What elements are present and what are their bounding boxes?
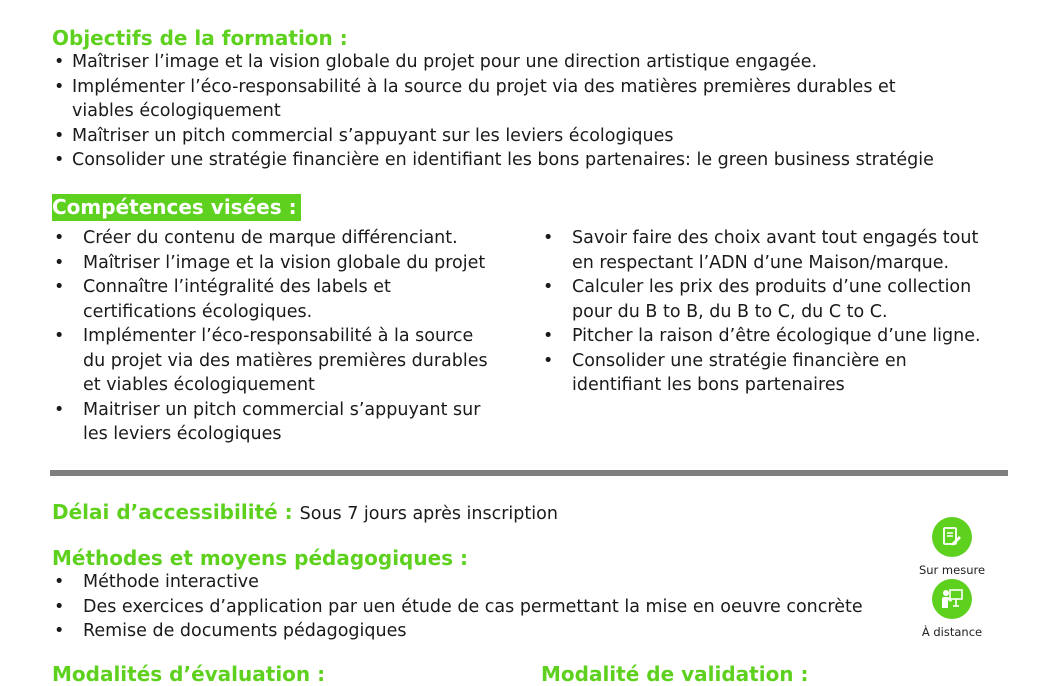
list-item-continuation: les leviers écologiques [83, 424, 282, 444]
list-item-continuation: viables écologiquement [72, 101, 281, 121]
list-item-continuation: du projet via des matières premières durables [83, 350, 488, 371]
presenter-board-icon [939, 586, 965, 612]
list-item: • Maîtriser l’image et la vision globale du projet [52, 251, 488, 276]
competences-right-list [541, 226, 981, 398]
list-item-continuation: certifications écologiques. [83, 301, 313, 322]
badge-label: À distance [921, 625, 983, 639]
list-item: • Savoir faire des choix avant tout engagés tout [541, 226, 981, 251]
competences-left-list [52, 226, 488, 447]
section-divider [50, 470, 1008, 476]
list-item: • Implémenter l’éco-responsabilité à la source [52, 324, 488, 349]
list-item: • Méthode interactive [52, 570, 863, 595]
list-item: • Des exercices d’application par uen étude de cas permettant la mise en oeuvre concrète [52, 595, 863, 620]
badge-label: Sur mesure [918, 563, 986, 577]
badge-a-distance [912, 579, 992, 639]
list-item: • Maîtriser un pitch commercial s’appuyant sur les leviers écologiques [52, 124, 934, 149]
edit-document-icon [940, 525, 964, 549]
list-item-continuation: en respectant l’ADN d’une Maison/marque. [572, 252, 950, 273]
objectives-heading: Objectifs de la formation : [52, 26, 348, 50]
badge-circle [932, 517, 972, 557]
list-item: • Pitcher la raison d’être écologique d’une ligne. [541, 324, 981, 349]
methods-list [52, 570, 863, 644]
badge-circle [932, 579, 972, 619]
objectives-list [52, 50, 934, 173]
list-item: • Implémenter l’éco-responsabilité à la source du projet via des matières premières durables et [52, 75, 934, 100]
list-item-continuation: pour du B to B, du B to C, du C to C. [572, 301, 888, 322]
cut-off-text-fragment [52, 0, 61, 8]
accessibility-label: Délai d’accessibilité : [52, 500, 293, 524]
list-item: • Maitriser un pitch commercial s’appuyant sur [52, 398, 488, 423]
methods-heading: Méthodes et moyens pédagogiques : [52, 546, 469, 570]
validation-heading: Modalité de validation : [541, 662, 809, 686]
list-item: • Consolider une stratégie financière en [541, 349, 981, 374]
competences-heading: Compétences visées : [52, 194, 301, 221]
list-item-continuation: et viables écologiquement [83, 375, 315, 395]
list-item: • Remise de documents pédagogiques [52, 619, 863, 644]
accessibility-value: Sous 7 jours après inscription [299, 504, 558, 524]
evaluation-heading: Modalités d’évaluation : [52, 662, 326, 686]
list-item: • Créer du contenu de marque différenciant. [52, 226, 488, 251]
list-item: • Consolider une stratégie financière en identifiant les bons partenaires: le green business stratégie [52, 148, 934, 173]
list-item: • Maîtriser l’image et la vision globale du projet pour une direction artistique engagée. [52, 50, 934, 75]
accessibility-heading [52, 500, 558, 526]
list-item-continuation: identifiant les bons partenaires [572, 375, 845, 395]
list-item: • Connaître l’intégralité des labels et [52, 275, 488, 300]
list-item: • Calculer les prix des produits d’une collection [541, 275, 981, 300]
badge-sur-mesure [912, 517, 992, 577]
